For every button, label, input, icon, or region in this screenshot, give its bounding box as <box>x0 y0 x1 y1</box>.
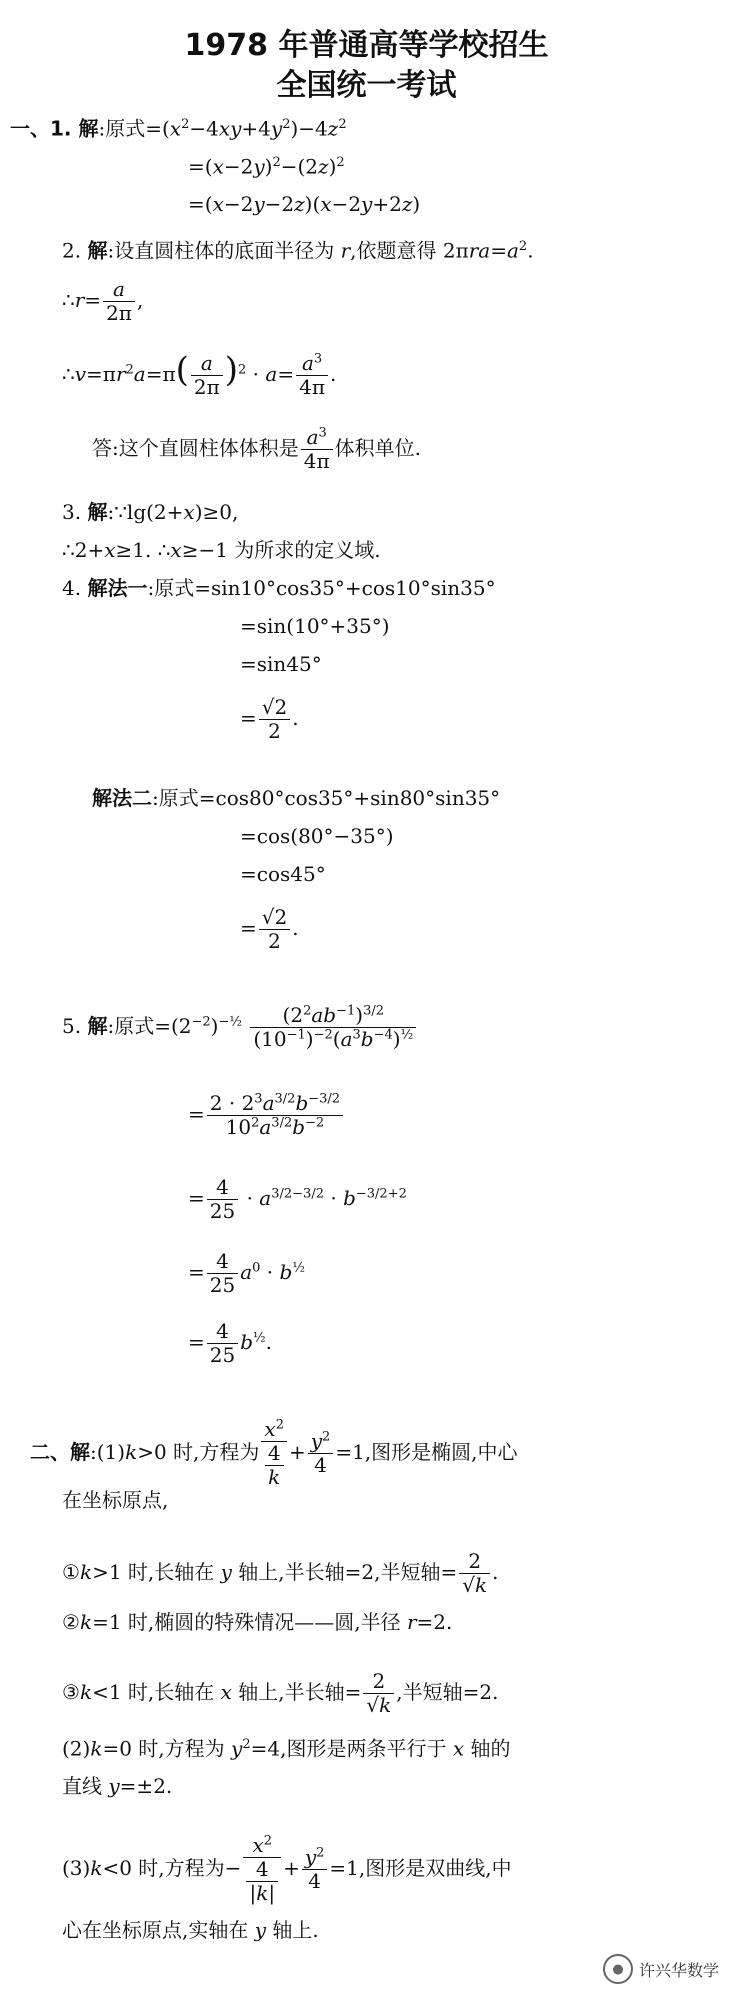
q4-alt-line3: =cos45° <box>240 862 326 886</box>
p2-part2-line1: (2)k=0 时,方程为 $y^2=4$,图形是两条平行于 x 轴的 <box>62 1736 511 1761</box>
p2-part2-line2: 直线 y=±2. <box>62 1774 173 1798</box>
p2-part3-line2: 心在坐标原点,实轴在 y 轴上. <box>62 1918 319 1942</box>
watermark <box>603 1954 719 1984</box>
q3-line2: ∴2+x≥1. ∴x≥−1 为所求的定义域. <box>62 538 381 562</box>
q1-line2: $=(x-2y)^2-(2z)^2$ <box>188 154 345 179</box>
q1-line1: 一、1. 解:原式$=(x^2-4xy+4y^2)-4z^2$ <box>10 116 347 141</box>
p2-case2: ②k=1 时,椭圆的特殊情况——圆,半径 r=2. <box>62 1610 453 1634</box>
q5-line2: = $\frac{2 \cdot 2^3a^{3/2}b^{-3/2}}{10^2a^{3/2}b^{-2}}$ <box>188 1092 345 1139</box>
q2-line2: ∴r= $\frac{a}{2\pi}$ , <box>62 277 144 325</box>
q4-alt-line2: =cos(80°−35°) <box>240 824 394 848</box>
q4-alt-line1: 解法二:原式=cos80°cos35°+sin80°sin35° <box>92 786 501 810</box>
q5-line4: = $\frac{4}{25}$ $a^0 \cdot b^{\frac{1}{2}}$ <box>188 1249 305 1297</box>
q5-line5: = $\frac{4}{25}$ $b^{\frac{1}{2}}$. <box>188 1319 272 1367</box>
q5-line3: = $\frac{4}{25}$ · $a^{3/2-3/2} \cdot b^{-3/2+2}$ <box>188 1175 407 1223</box>
p2-part3-line1: (3)k<0 时,方程为− $\frac{x^2}{\frac{4}{|k|}}$ + $\frac{y^2}{4}$ =1,图形是双曲线,中 <box>62 1833 512 1905</box>
q4-line2: =sin(10°+35°) <box>240 614 390 638</box>
q4-line3: =sin45° <box>240 652 322 676</box>
page-title-line1: 1978 年普通高等学校招生 <box>184 28 549 63</box>
q5-line1: 5. 解:原式$=(2^{-2})^{-\frac{1}{2}}$ $\frac{(2^2ab^{-1})^{3/2}}{(10^{-1})^{-2}(a^3b^{-4})^{\frac{1}{2}}}$ <box>62 1004 418 1051</box>
q4-line1: 4. 解法一:原式=sin10°cos35°+cos10°sin35° <box>62 576 496 600</box>
q2-line4: 答:这个直圆柱体体积是 $\frac{a^3}{4\pi}$ 体积单位. <box>92 425 421 473</box>
q2-line3: $\therefore v=\pi r^2a=\pi$( $\frac{a}{2\pi}$ )$^2$ · a= $\frac{a^3}{4\pi}$ . <box>62 350 337 399</box>
p2-line1: 二、解:(1)k>0 时,方程为 $\frac{x^2}{\frac{4}{k}}$ + $\frac{y^2}{4}$ =1,图形是椭圆,中心 <box>30 1417 518 1489</box>
q2-line1: 2. 解:设直圆柱体的底面半径为 r,依题意得 $2\pi ra=a^2$. <box>62 238 534 263</box>
p2-case3: ③k<1 时,长轴在 x 轴上,半长轴= $\frac{2}{√k}$ ,半短轴=2. <box>62 1669 499 1717</box>
q4-line4: = $\frac{√2}{2}$ . <box>240 695 299 743</box>
q4-alt-line4: = $\frac{√2}{2}$ . <box>240 905 299 953</box>
p2-line2: 在坐标原点, <box>62 1488 169 1512</box>
page-title-line2: 全国统一考试 <box>276 68 457 103</box>
q1-line3: =(x−2y−2z)(x−2y+2z) <box>188 192 421 216</box>
q3-line1: 3. 解:∵lg(2+x)≥0, <box>62 500 239 524</box>
watermark-text: 许兴华数学 <box>638 1960 719 1980</box>
p2-case1: ①k>1 时,长轴在 y 轴上,半长轴=2,半短轴= $\frac{2}{√k}$ . <box>62 1549 499 1597</box>
wechat-icon: ● <box>603 1954 633 1984</box>
